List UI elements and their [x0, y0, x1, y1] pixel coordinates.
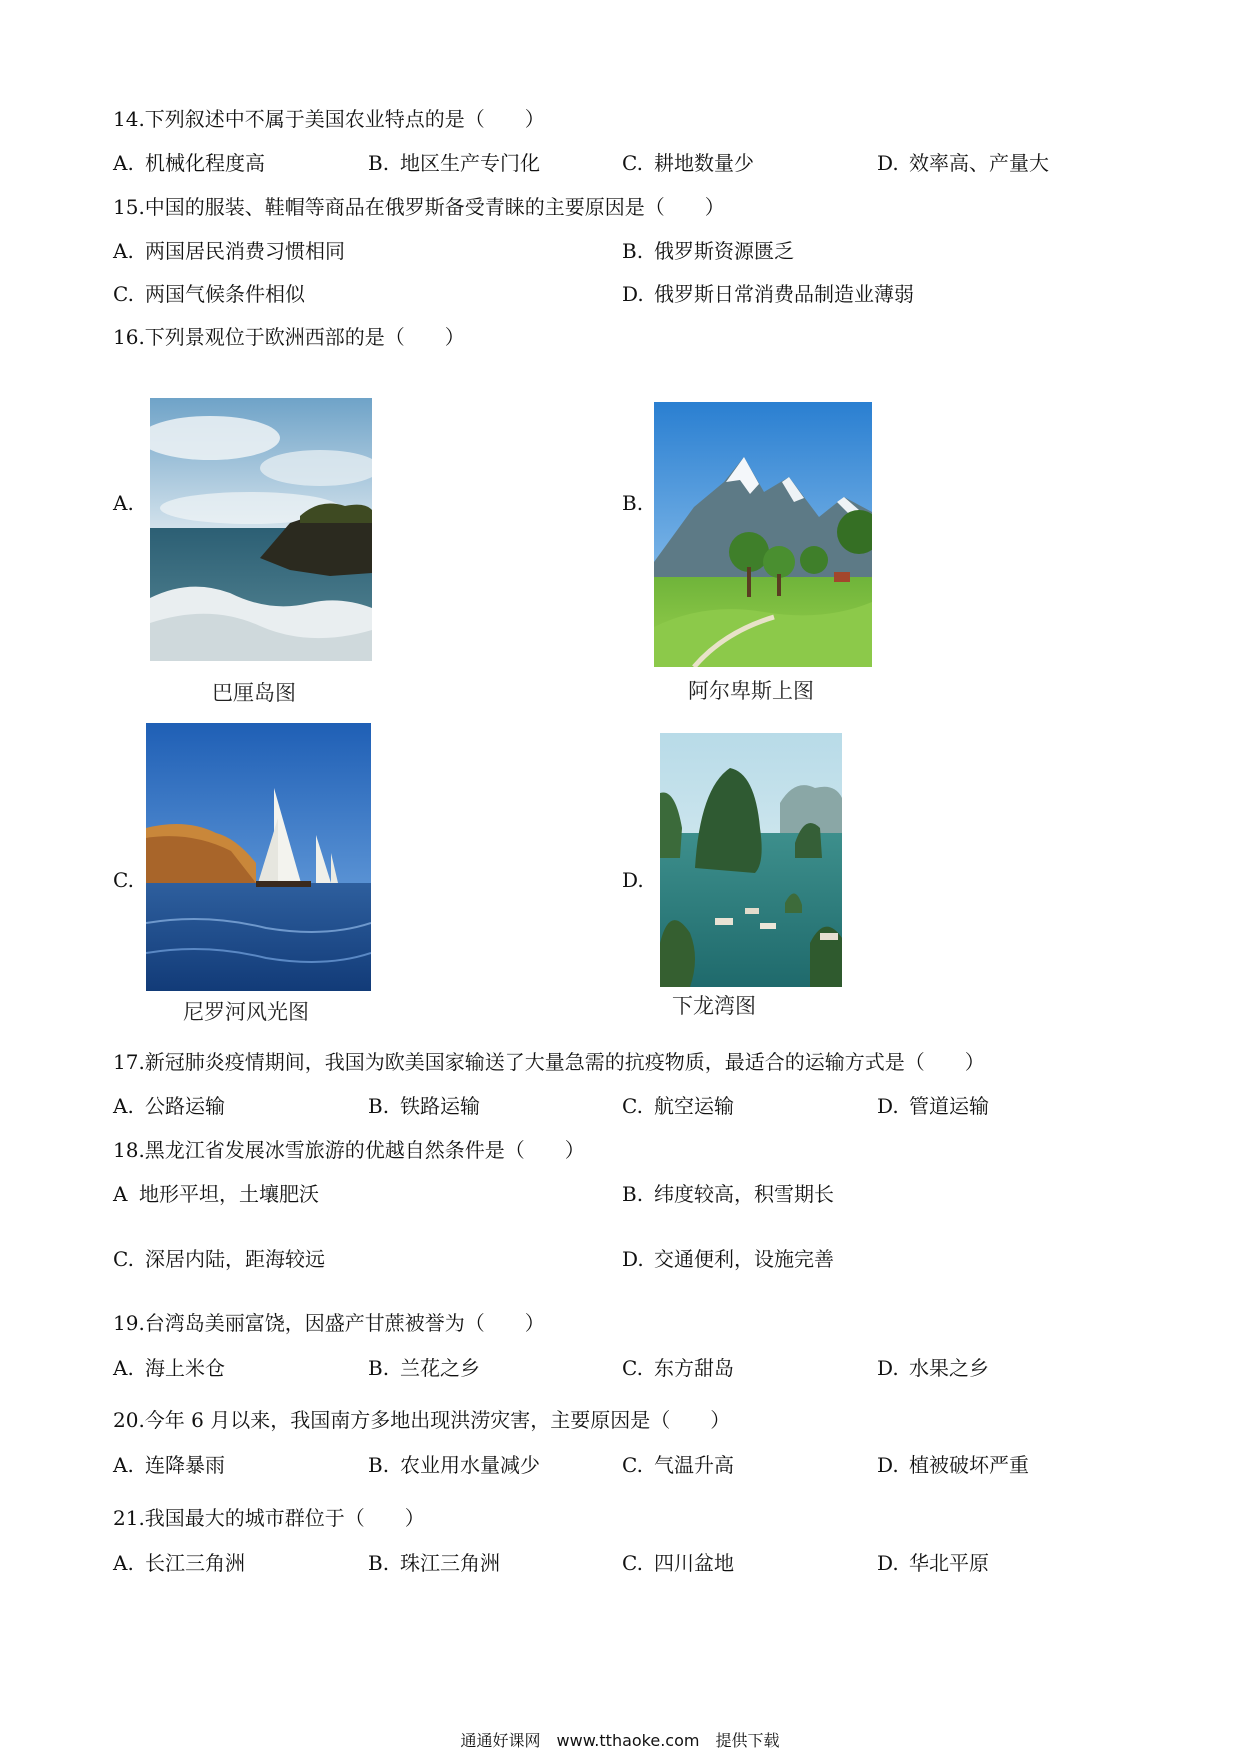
q18-option-c[interactable] — [113, 1246, 325, 1272]
option-letter: A. — [113, 1094, 134, 1118]
bali-coast-image[interactable] — [150, 398, 372, 661]
question-21-stem: 21.我国最大的城市群位于（ ） — [113, 1506, 425, 1530]
option-text: 农业用水量减少 — [400, 1453, 540, 1477]
option-text: 华北平原 — [909, 1551, 989, 1575]
option-text: 水果之乡 — [909, 1356, 989, 1380]
option-letter: C. — [622, 1094, 643, 1118]
option-letter: B. — [622, 1182, 644, 1206]
option-text: 俄罗斯资源匮乏 — [654, 239, 794, 263]
option-letter: D. — [877, 151, 899, 175]
option-text: 两国气候条件相似 — [145, 282, 305, 306]
option-letter: B. — [368, 1094, 390, 1118]
q21-option-b[interactable] — [368, 1550, 500, 1576]
q15-option-d[interactable] — [622, 281, 914, 307]
question-19-stem: 19.台湾岛美丽富饶，因盛产甘蔗被誉为（ ） — [113, 1311, 545, 1335]
option-text: 长江三角洲 — [145, 1551, 245, 1575]
option-text: 地区生产专门化 — [400, 151, 540, 175]
q21-option-c[interactable] — [622, 1550, 734, 1576]
option-text: 海上米仓 — [145, 1356, 225, 1380]
option-text: 四川盆地 — [654, 1551, 734, 1575]
option-letter: C. — [622, 151, 643, 175]
option-text: 植被破坏严重 — [909, 1453, 1029, 1477]
option-text: 地形平坦，土壤肥沃 — [139, 1182, 319, 1206]
option-text: 管道运输 — [909, 1094, 989, 1118]
option-letter: A. — [113, 151, 134, 175]
q18-option-b[interactable] — [622, 1181, 834, 1207]
q19-option-b[interactable] — [368, 1355, 480, 1381]
option-text: 交通便利，设施完善 — [654, 1247, 834, 1271]
option-text: 连降暴雨 — [145, 1453, 225, 1477]
option-letter: A. — [113, 1356, 134, 1380]
q16-caption-a: 巴厘岛图 — [212, 681, 296, 705]
option-letter: C. — [622, 1356, 643, 1380]
option-letter: B. — [368, 1453, 390, 1477]
option-text: 航空运输 — [654, 1094, 734, 1118]
q20-option-a[interactable] — [113, 1452, 225, 1478]
option-letter: C. — [622, 1551, 643, 1575]
q16-option-b-letter[interactable]: B. — [622, 491, 644, 515]
q16-caption-c: 尼罗河风光图 — [183, 1000, 309, 1024]
option-letter: C. — [622, 1453, 643, 1477]
option-text: 气温升高 — [654, 1453, 734, 1477]
q16-option-d-letter[interactable]: D. — [622, 868, 644, 892]
q19-option-d[interactable] — [877, 1355, 989, 1381]
q15-option-b[interactable] — [622, 238, 794, 264]
question-20-stem: 20.今年 6 月以来，我国南方多地出现洪涝灾害，主要原因是（ ） — [113, 1408, 731, 1432]
option-text: 铁路运输 — [400, 1094, 480, 1118]
option-letter: D. — [877, 1551, 899, 1575]
option-text: 公路运输 — [145, 1094, 225, 1118]
alps-image[interactable] — [654, 402, 872, 667]
q17-option-c[interactable] — [622, 1093, 734, 1119]
option-text: 耕地数量少 — [654, 151, 754, 175]
halong-bay-image[interactable] — [660, 733, 842, 987]
q16-caption-d: 下龙湾图 — [672, 994, 756, 1018]
option-text: 东方甜岛 — [654, 1356, 734, 1380]
question-14-stem: 14.下列叙述中不属于美国农业特点的是（ ） — [113, 107, 545, 131]
option-text: 深居内陆，距海较远 — [145, 1247, 325, 1271]
option-letter: D. — [622, 1247, 644, 1271]
option-letter: D. — [622, 282, 644, 306]
option-letter: D. — [877, 1094, 899, 1118]
q14-option-c[interactable] — [622, 150, 754, 176]
q19-option-a[interactable] — [113, 1355, 225, 1381]
option-text: 机械化程度高 — [145, 151, 265, 175]
option-letter: C. — [113, 1247, 134, 1271]
question-16-stem: 16.下列景观位于欧洲西部的是（ ） — [113, 325, 465, 349]
nile-image[interactable] — [146, 723, 371, 991]
q17-option-d[interactable] — [877, 1093, 989, 1119]
q21-option-a[interactable] — [113, 1550, 245, 1576]
option-text: 两国居民消费习惯相同 — [145, 239, 345, 263]
q17-option-a[interactable] — [113, 1093, 225, 1119]
q16-caption-b: 阿尔卑斯上图 — [688, 679, 814, 703]
q15-option-c[interactable] — [113, 281, 305, 307]
q19-option-c[interactable] — [622, 1355, 734, 1381]
question-18-stem: 18.黑龙江省发展冰雪旅游的优越自然条件是（ ） — [113, 1138, 585, 1162]
question-15-stem: 15.中国的服装、鞋帽等商品在俄罗斯备受青睐的主要原因是（ ） — [113, 195, 725, 219]
q20-option-d[interactable] — [877, 1452, 1029, 1478]
q18-option-d[interactable] — [622, 1246, 834, 1272]
q18-option-a[interactable] — [113, 1181, 319, 1207]
option-letter: A — [113, 1182, 128, 1206]
q21-option-d[interactable] — [877, 1550, 989, 1576]
option-text: 珠江三角洲 — [400, 1551, 500, 1575]
option-letter: A. — [113, 239, 134, 263]
q14-option-a[interactable] — [113, 150, 265, 176]
option-letter: D. — [877, 1356, 899, 1380]
q16-option-a-letter[interactable]: A. — [113, 491, 134, 515]
option-letter: D. — [877, 1453, 899, 1477]
option-text: 纬度较高，积雪期长 — [654, 1182, 834, 1206]
option-letter: B. — [368, 1551, 390, 1575]
option-text: 俄罗斯日常消费品制造业薄弱 — [654, 282, 914, 306]
option-text: 效率高、产量大 — [909, 151, 1049, 175]
option-letter: A. — [113, 1551, 134, 1575]
option-letter: C. — [113, 282, 134, 306]
q17-option-b[interactable] — [368, 1093, 480, 1119]
q20-option-b[interactable] — [368, 1452, 540, 1478]
option-letter: A. — [113, 1453, 134, 1477]
option-letter: B. — [368, 1356, 390, 1380]
page-footer: 通通好课网 www.tthaoke.com 提供下载 — [460, 1731, 780, 1750]
q16-option-c-letter[interactable]: C. — [113, 868, 134, 892]
q14-option-b[interactable] — [368, 150, 540, 176]
option-letter: B. — [368, 151, 390, 175]
q20-option-c[interactable] — [622, 1452, 734, 1478]
option-letter: B. — [622, 239, 644, 263]
q14-option-d[interactable] — [877, 150, 1049, 176]
question-17-stem: 17.新冠肺炎疫情期间，我国为欧美国家输送了大量急需的抗疫物质，最适合的运输方式是（ ） — [113, 1050, 985, 1074]
option-text: 兰花之乡 — [400, 1356, 480, 1380]
q15-option-a[interactable] — [113, 238, 345, 264]
